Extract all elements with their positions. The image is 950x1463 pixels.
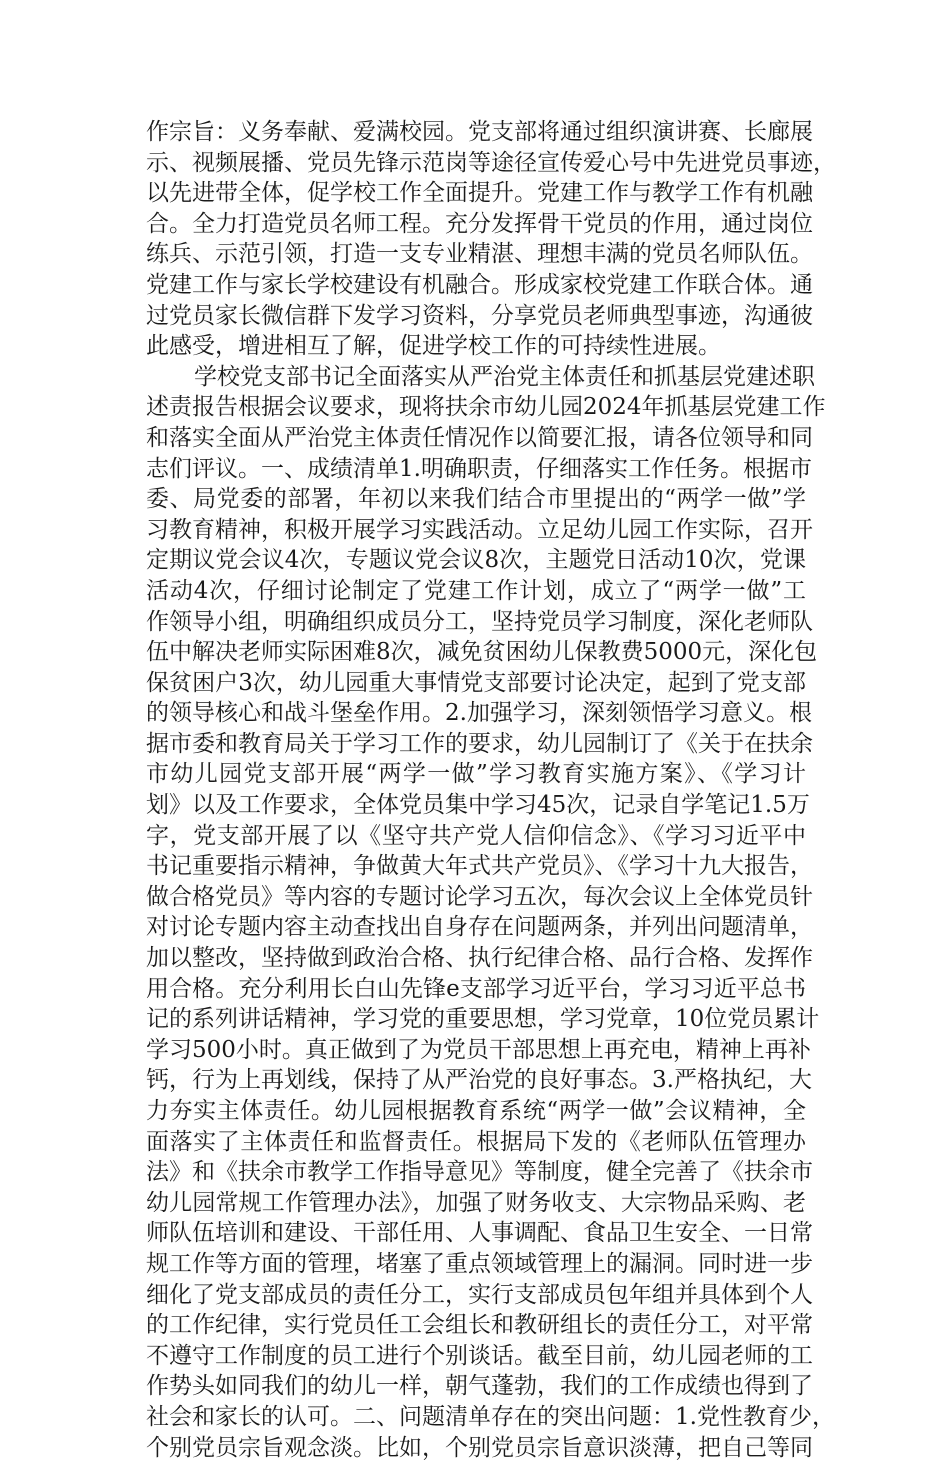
text-line: 师队伍培训和建设、干部任用、人事调配、食品卫生安全、一日常 [146, 1220, 813, 1247]
text-line: 划》以及工作要求，全体党员集中学习45次，记录自学笔记1.5万 [146, 792, 810, 819]
text-line: 学习500小时。真正做到了为党员干部思想上再充电，精神上再补 [146, 1036, 811, 1063]
text-line: 学校党支部书记全面落实从严治党主体责任和抓基层党建述职 [194, 363, 815, 390]
text-line: 不遵守工作制度的员工进行个别谈话。截至目前，幼儿园老师的工 [146, 1342, 813, 1369]
text-line: 对讨论专题内容主动查找出自身存在问题两条，并列出问题清单， [146, 914, 813, 941]
text-line: 过党员家长微信群下发学习资料，分享党员老师典型事迹，沟通彼 [146, 302, 813, 329]
text-line: 保贫困户3次，幼儿园重大事情党支部要讨论决定，起到了党支部 [146, 669, 806, 696]
text-line: 的领导核心和战斗堡垒作用。2.加强学习，深刻领悟学习意义。根 [146, 700, 812, 727]
text-line: 力夯实主体责任。幼儿园根据教育系统“两学一做”会议精神，全 [146, 1098, 806, 1124]
text-line: 委、局党委的部署，年初以来我们结合市里提出的“两学一做”学 [146, 486, 806, 513]
text-line: 书记重要指示精神，争做黄大年式共产党员》、《学习十九大报告， [146, 853, 813, 880]
text-line: 述责报告根据会议要求，现将扶余市幼儿园2024年抓基层党建工作 [146, 394, 826, 421]
text-line: 细化了党支部成员的责任分工，实行支部成员包年组并具体到个人 [146, 1281, 813, 1308]
text-line: 用合格。充分利用长白山先锋e支部学习近平台，学习习近平总书 [146, 975, 806, 1002]
text-line: 的工作纪律，实行党员任工会组长和教研组长的责任分工，对平常 [146, 1312, 813, 1339]
text-line: 练兵、示范引领，打造一支专业精湛、理想丰满的党员名师队伍。 [146, 241, 813, 268]
text-line: 加以整改，坚持做到政治合格、执行纪律合格、品行合格、发挥作 [146, 945, 813, 972]
text-line: 幼儿园常规工作管理办法》，加强了财务收支、大宗物品采购、老 [146, 1189, 806, 1216]
paragraph-1 [146, 117, 836, 362]
text-line: 作领导小组，明确组织成员分工，坚持党员学习制度，深化老师队 [146, 608, 813, 635]
text-line: 据市委和教育局关于学习工作的要求，幼儿园制订了《关于在扶余 [146, 730, 813, 757]
text-line: 法》和《扶余市教学工作指导意见》等制度，健全完善了《扶余市 [146, 1159, 813, 1186]
text-line: 定期议党会议4次，专题议党会议8次，主题党日活动10次，党课 [146, 547, 806, 574]
text-line: 社会和家长的认可。二、问题清单存在的突出问题：1.党性教育少， [146, 1403, 835, 1430]
text-line: 个别党员宗旨观念淡。比如，个别党员宗旨意识淡薄，把自己等同 [146, 1434, 813, 1461]
text-line: 面落实了主体责任和监督责任。根据局下发的《老师队伍管理办 [146, 1128, 806, 1155]
text-line: 钙，行为上再划线，保持了从严治党的良好事态。3.严格执纪，大 [146, 1067, 812, 1094]
paragraph-2 [146, 362, 835, 1463]
text-line: 市幼儿园党支部开展“两学一做”学习教育实施方案》、《学习计 [146, 761, 806, 788]
text-line: 规工作等方面的管理，堵塞了重点领域管理上的漏洞。同时进一步 [146, 1250, 813, 1277]
text-line: 记的系列讲话精神，学习党的重要思想，学习党章，10位党员累计 [146, 1006, 820, 1033]
text-line: 和落实全面从严治党主体责任情况作以简要汇报，请各位领导和同 [146, 424, 813, 451]
text-line: 字，党支部开展了以《坚守共产党人信仰信念》、《学习习近平中 [146, 822, 806, 849]
text-line: 作宗旨：义务奉献、爱满校园。党支部将通过组织演讲赛、长廊展 [146, 119, 813, 145]
text-line: 以先进带全体，促学校工作全面提升。党建工作与教学工作有机融 [146, 180, 813, 207]
text-line: 示、视频展播、党员先锋示范岗等途径宣传爱心号中先进党员事迹， [146, 149, 836, 176]
text-line: 习教育精神，积极开展学习实践活动。立足幼儿园工作实际，召开 [146, 516, 813, 543]
text-line: 合。全力打造党员名师工程。充分发挥骨干党员的作用，通过岗位 [146, 210, 813, 237]
text-line: 作势头如同我们的幼儿一样，朝气蓬勃，我们的工作成绩也得到了 [146, 1373, 813, 1400]
text-line: 党建工作与家长学校建设有机融合。形成家校党建工作联合体。通 [146, 271, 813, 298]
text-line: 志们评议。一、成绩清单1.明确职责，仔细落实工作任务。根据市 [146, 455, 812, 482]
text-line: 做合格党员》等内容的专题讨论学习五次，每次会议上全体党员针 [146, 883, 813, 910]
text-line: 伍中解决老师实际困难8次，减免贫困幼儿保教费5000元，深化包 [146, 639, 818, 666]
document-body [146, 117, 836, 1463]
text-line: 活动4次，仔细讨论制定了党建工作计划，成立了“两学一做”工 [146, 577, 806, 604]
text-line: 此感受，增进相互了解，促进学校工作的可持续性进展。 [146, 333, 721, 360]
